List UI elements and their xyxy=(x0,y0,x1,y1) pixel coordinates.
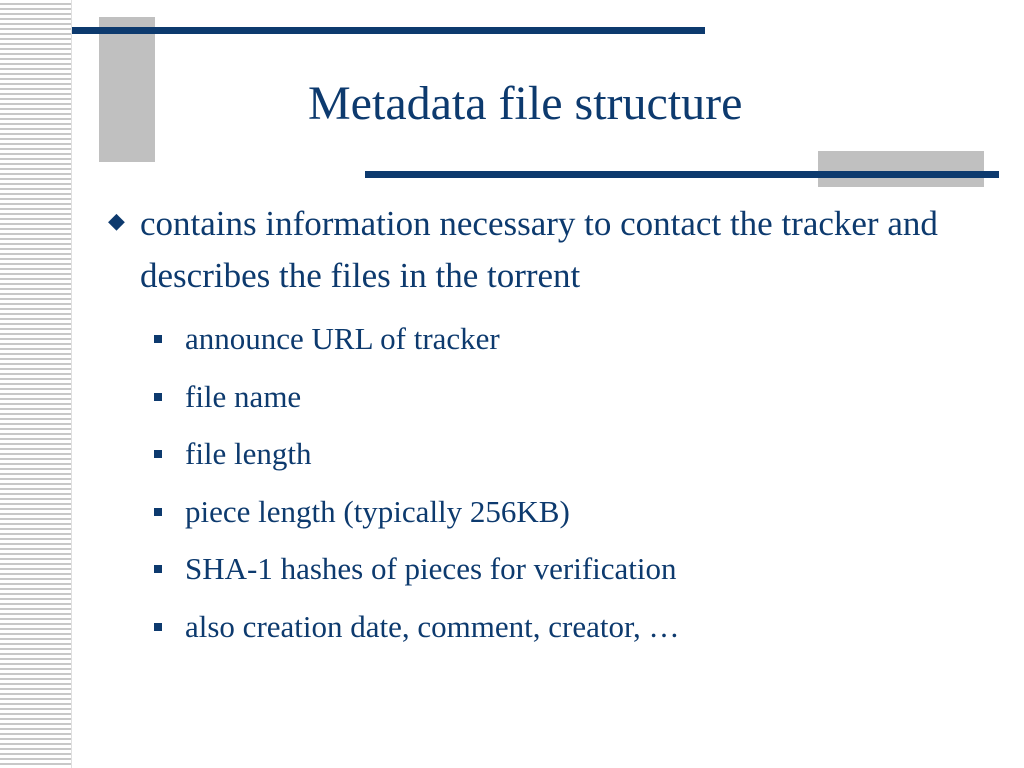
sub-bullet-item xyxy=(154,368,998,426)
slide-title: Metadata file structure xyxy=(308,77,743,130)
diamond-bullet-icon: ◆ xyxy=(108,208,125,233)
sub-bullet-item xyxy=(154,310,998,368)
decorative-gray-block-top xyxy=(99,17,155,162)
decorative-navy-line-top xyxy=(72,27,705,34)
main-bullet-item xyxy=(108,198,998,302)
square-bullet-icon xyxy=(154,508,162,516)
square-bullet-icon xyxy=(154,393,162,401)
square-bullet-icon xyxy=(154,623,162,631)
sub-bullet-item xyxy=(154,598,998,656)
square-bullet-icon xyxy=(154,565,162,573)
slide-content xyxy=(108,198,998,656)
sub-bullet-text: also creation date, comment, creator, … xyxy=(185,608,680,644)
decorative-navy-line-right xyxy=(365,171,999,178)
square-bullet-icon xyxy=(154,450,162,458)
sub-bullet-item xyxy=(154,483,998,541)
sub-bullet-item xyxy=(154,425,998,483)
sub-bullet-text: file length xyxy=(185,436,312,472)
sub-bullet-text: file name xyxy=(185,378,302,414)
sub-bullet-item xyxy=(154,540,998,598)
left-striped-border xyxy=(0,0,72,768)
sub-bullet-text: announce URL of tracker xyxy=(185,321,500,356)
main-bullet-text: contains information necessary to contact the tracker and describes the files in the torrent xyxy=(140,204,938,295)
sub-bullet-text: SHA-1 hashes of pieces for verification xyxy=(185,551,677,587)
decorative-gray-block-right xyxy=(818,151,984,187)
square-bullet-icon xyxy=(154,335,162,343)
sub-bullet-text: piece length (typically 256KB) xyxy=(185,493,570,529)
sub-bullet-list xyxy=(108,310,998,656)
